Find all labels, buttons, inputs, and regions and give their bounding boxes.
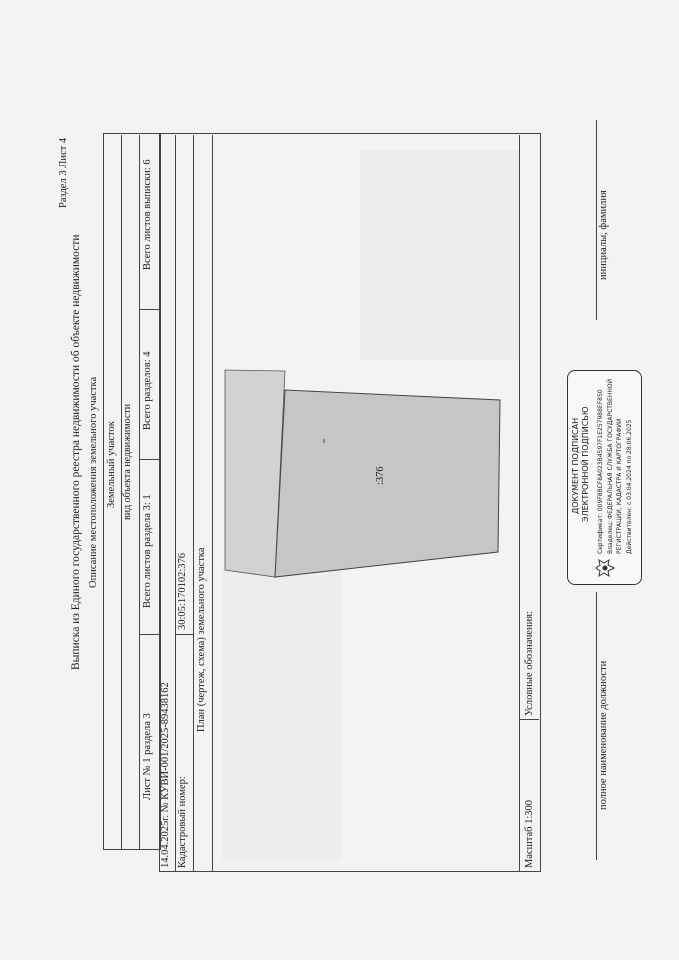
cadastral-number: 30:05:170102:376	[177, 552, 188, 630]
parcel-label: :376	[375, 466, 386, 485]
stamp-validity: Действителен: с 03.04.2024 по 28.06.2025	[626, 419, 633, 554]
stamp-certificate: Сертификат: 009F8BCF8A023B4597F1E257988EF850	[597, 389, 604, 554]
stamp-owner-line2: РЕГИСТРАЦИИ, КАДАСТРА И КАРТОГРАФИИ	[616, 418, 623, 554]
object-type-caption: вид объекта недвижимости	[122, 403, 133, 520]
sheet-number: Лист № 1 раздела 3	[142, 713, 153, 800]
electronic-signature-stamp	[567, 370, 642, 585]
emblem-icon	[594, 558, 616, 578]
sheets-total: Всего листов выписки: 6	[142, 159, 153, 270]
signature-caption-position: полное наименование должности	[598, 660, 609, 810]
document-subtitle: Описание местоположения земельного участка	[88, 376, 99, 588]
document-title: Выписка из Единого государственного реестра недвижимости об объекте недвижимости	[70, 234, 82, 670]
stamp-line2: ЭЛЕКТРОННОЙ ПОДПИСЬЮ	[581, 406, 590, 522]
neighbor-parcel	[225, 370, 285, 577]
document-reference: 14.04.2025г. № КУВИ-001/2025-89438162	[160, 682, 171, 868]
sections-total: Всего разделов: 4	[142, 351, 153, 430]
object-type: Земельный участок	[106, 421, 117, 508]
stamp-owner-line1: Владелец: ФЕДЕРАЛЬНАЯ СЛУЖБА ГОСУДАРСТВЕННОЙ	[607, 378, 614, 554]
sheets-in-section: Всего листов раздела 3: 1	[142, 494, 153, 608]
legend-label: Условные обозначения:	[524, 610, 535, 716]
parcel-376	[275, 390, 500, 577]
plan-title: План (чертеж, схема) земельного участка	[196, 547, 207, 732]
cadastral-label: Кадастровый номер:	[177, 776, 188, 868]
stamp-line1: ДОКУМЕНТ ПОДПИСАН	[571, 417, 580, 514]
page-label: Раздел 3 Лист 4	[58, 137, 69, 208]
scale-label: Масштаб 1:300	[524, 799, 535, 868]
signature-caption-name: инициалы, фамилия	[598, 190, 609, 280]
